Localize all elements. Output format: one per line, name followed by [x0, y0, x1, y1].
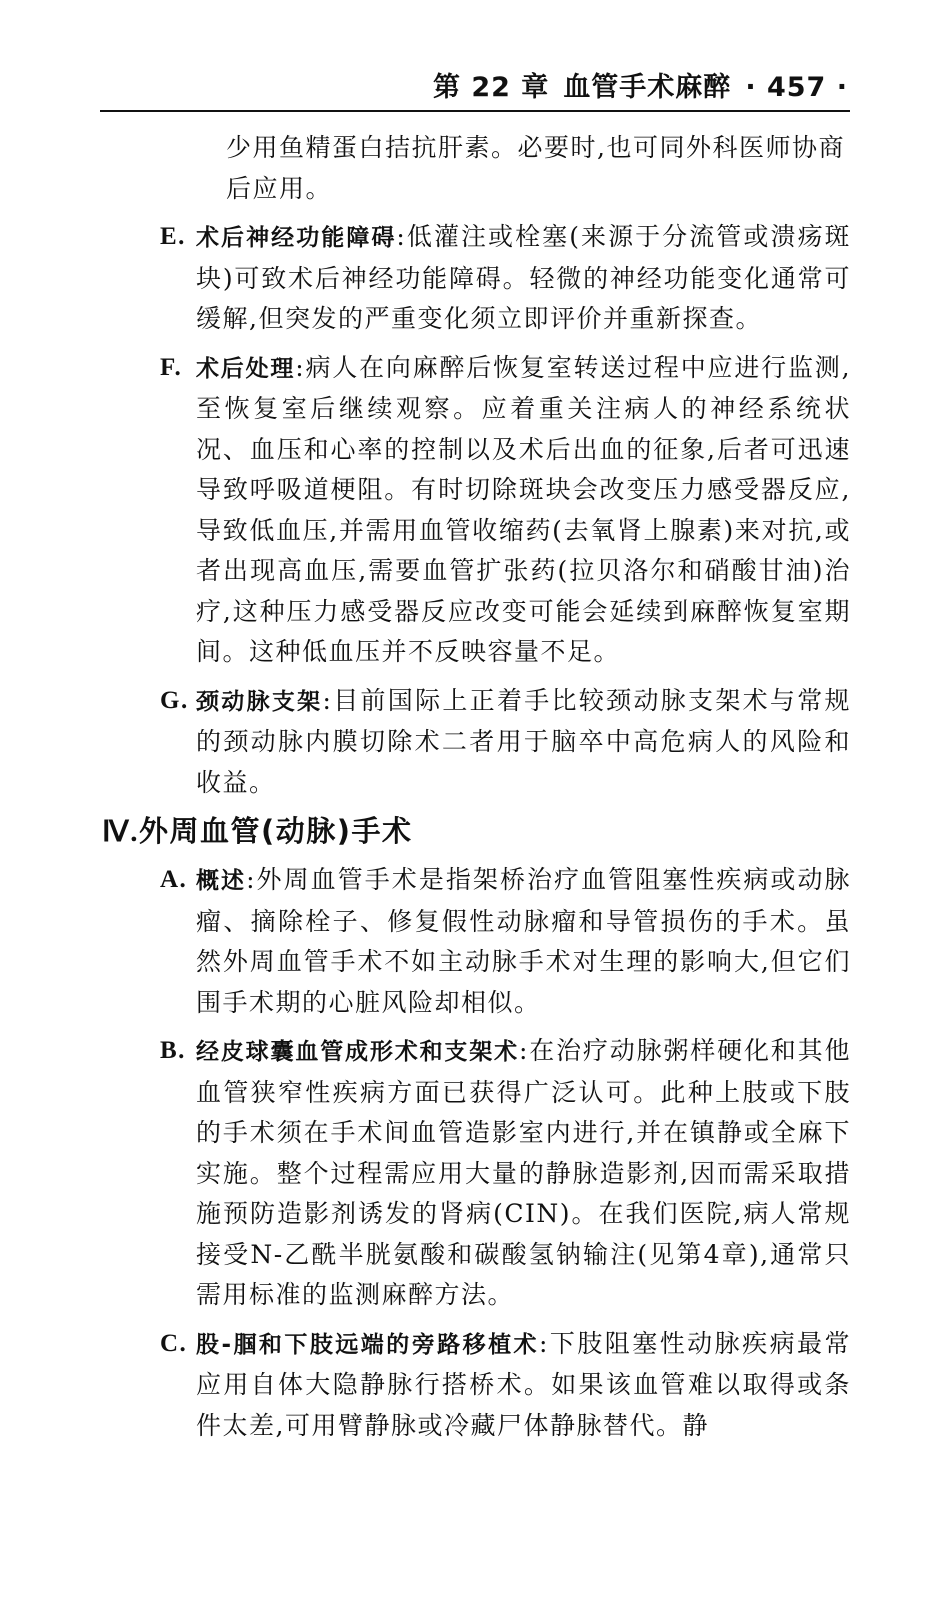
item-label: E. — [160, 223, 186, 250]
item-term: 颈动脉支架 — [196, 688, 323, 715]
item-term: 术后神经功能障碍 — [196, 225, 397, 251]
item-label: B. — [160, 1037, 186, 1064]
item-text: :外周血管手术是指架桥治疗血管阻塞性疾病或动脉瘤、摘除栓子、修复假性动脉瘤和导管损伤的手术。虽然外周血管手术不如主动脉手术对生理的影响大,但它们围手术期的心脏风险却相似。 — [196, 865, 851, 1017]
chapter-number: 第 22 章 — [432, 72, 550, 103]
item-text: :病人在向麻醉后恢复室转送过程中应进行监测,至恢复室后继续观察。应着重关注病人的神经系统状况、血压和心率的控制以及术后出血的征象,后者可迅速导致呼吸道梗阻。有时切除斑块会改变压力感受器反应,导致低血压,并需用血管收缩药(去氧肾上腺素)来对抗,或者出现高血压,需要血管扩张药(拉贝洛尔和硝酸甘油)治疗,这种压力感受器反应改变可能会延续到麻醉恢复室期间。这种低血压并不反映容量不足。 — [196, 352, 852, 666]
item-label: F. — [160, 353, 183, 381]
section-title: 外周血管(动脉)手术 — [139, 814, 413, 848]
item-e — [160, 217, 851, 340]
section-heading — [102, 809, 950, 854]
page-body — [0, 128, 950, 1446]
chapter-title: 血管手术麻醉 — [563, 72, 732, 103]
header-rule — [100, 110, 850, 112]
item-term: 术后处理 — [196, 355, 296, 382]
item-text: :低灌注或栓塞(来源于分流管或溃疡斑块)可致术后神经功能障碍。轻微的神经功能变化通常可缓解,但突发的严重变化须立即评价并重新探查。 — [196, 222, 851, 333]
item-term: 股-腘和下肢远端的旁路移植术 — [196, 1331, 539, 1358]
page-number: · 457 · — [745, 72, 848, 103]
item-b — [160, 1031, 851, 1316]
item-a — [160, 860, 851, 1023]
item-label: G. — [160, 686, 189, 714]
item-text: :下肢阻塞性动脉疾病最常应用自体大隐静脉行搭桥术。如果该血管难以取得或条件太差,可用臂静脉或冷藏尸体静脉替代。静 — [196, 1328, 851, 1440]
item-term: 概述 — [196, 868, 247, 894]
item-g — [160, 681, 851, 804]
item-term: 经皮球囊血管成形术和支架术 — [196, 1039, 519, 1065]
item-label: A. — [160, 866, 188, 893]
item-text: :目前国际上正着手比较颈动脉支架术与常规的颈动脉内膜切除术二者用于脑卒中高危病人的风险和收益。 — [196, 685, 852, 797]
section-number: Ⅳ. — [102, 816, 140, 848]
continued-paragraph: 少用鱼精蛋白拮抗肝素。必要时,也可同外科医师协商后应用。 — [226, 133, 845, 203]
item-label: C. — [160, 1329, 188, 1357]
item-text: :在治疗动脉粥样硬化和其他血管狭窄性疾病方面已获得广泛认可。此种上肢或下肢的手术须在手术间血管造影室内进行,并在镇静或全麻下实施。整个过程需应用大量的静脉造影剂,因而需采取措施预防造影剂诱发的肾病(CIN)。在我们医院,病人常规接受N-乙酰半胱氨酸和碳酸氢钠输注(见第4章),通常只需用标准的监测麻醉方法。 — [196, 1036, 851, 1309]
item-c — [160, 1324, 851, 1447]
running-header — [100, 68, 848, 108]
item-f — [160, 348, 851, 673]
